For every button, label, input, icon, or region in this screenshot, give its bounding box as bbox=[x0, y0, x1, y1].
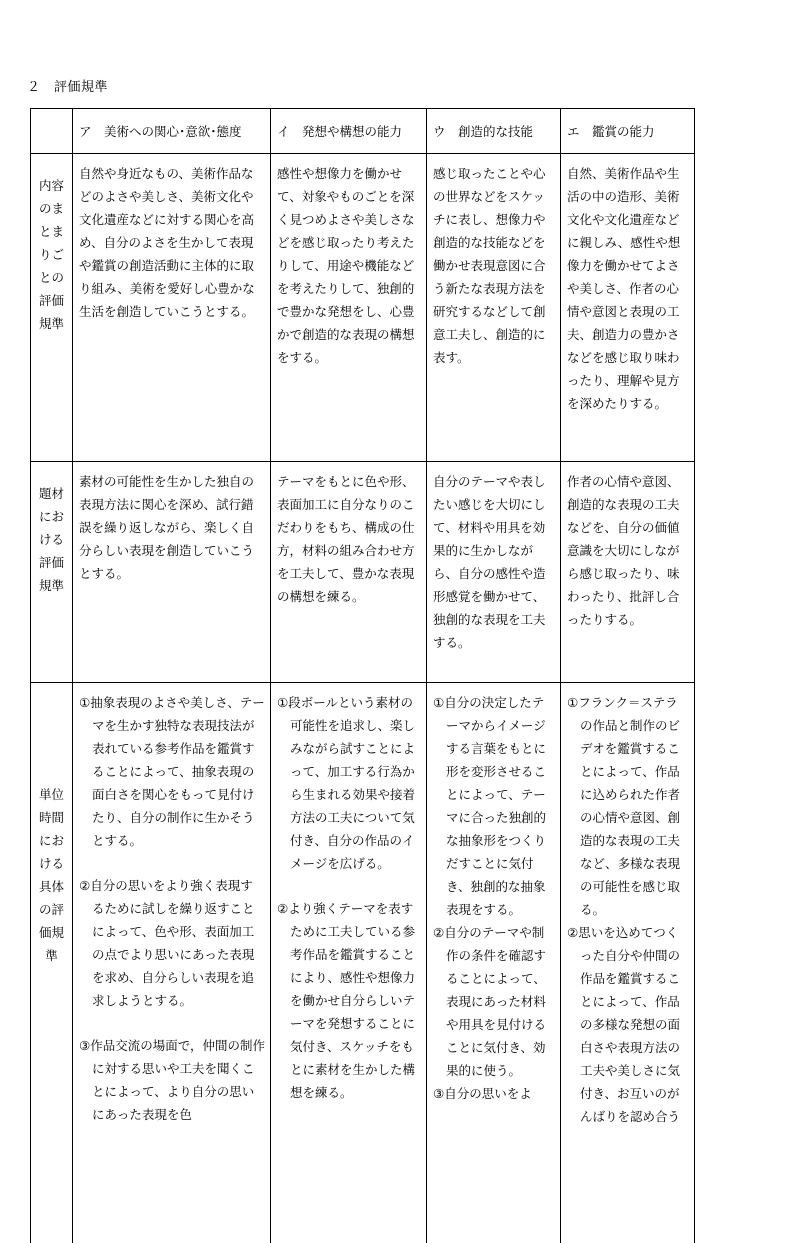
criterion-item: ①自分の決定したテーマからイメージする言葉をもとに形を変形させることによって、テーマに合った独創的な抽象形をつくりだすことに気付き、独創的な抽象表現をする。 bbox=[433, 691, 555, 921]
cell-ideation: 感性や想像力を働かせて、対象やものごとを深く見つめよさや美しさなどを感じ取ったり考えたりして、用途や機能などを考えたりして、独創的で豊かな発想をし、心豊かで創造的な表現の構想をする。 bbox=[271, 154, 427, 462]
column-header-ideation: イ 発想や構想の能力 bbox=[271, 109, 427, 154]
cell-appreciation: 作者の心情や意図、創造的な表現の工夫などを、自分の価値意識を大切にしながら感じ取ったり、味わったり、批評し合ったりする。 bbox=[561, 462, 695, 683]
criterion-item: ③作品交流の場面で，仲間の制作に対する思いや工夫を聞くことによって、より自分の思いにあった表現を色 bbox=[79, 1034, 265, 1126]
criterion-item: ②思いを込めてつくった自分や仲間の作品を鑑賞することによって、作品の多様な発想の面白さや表現方法の工夫や美しさに気付き、お互いのがんばりを認め合う bbox=[567, 921, 689, 1128]
criterion-item: ②より強くテーマを表すために工夫している参考作品を鑑賞することにより、感性や想像力を働かせ自分らしいテーマを発想することに気付き、スケッチをもとに素材を生かした構想を練る。 bbox=[277, 897, 421, 1104]
table-row bbox=[31, 154, 695, 462]
cell-skill: 自分のテーマや表したい感じを大切にして、材料や用具を効果的に生かしながら、自分の感性や造形感覚を働かせて、独創的な表現を工夫する。 bbox=[427, 462, 561, 683]
cell-appreciation bbox=[561, 683, 695, 1243]
column-header-interest: ア 美術への関心･意欲･態度 bbox=[73, 109, 271, 154]
cell-ideation bbox=[271, 683, 427, 1243]
table-row bbox=[31, 462, 695, 683]
table-header-row bbox=[31, 109, 695, 154]
row-header-content-criteria: 内容のまとまりごとの評価規準 bbox=[31, 154, 73, 462]
criterion-item: ①抽象表現のよさや美しさ、テーマを生かす独特な表現技法が表れている参考作品を鑑賞することによって、抽象表現の面白さを関心をもって見付けたり、自分の制作に生かそうとする。 bbox=[79, 691, 265, 852]
evaluation-criteria-table bbox=[30, 108, 695, 1243]
section-heading: ２ 評価規準 bbox=[27, 76, 108, 95]
cell-interest: 素材の可能性を生かした独自の表現方法に関心を深め、試行錯誤を繰り返しながら、楽しく自分らしい表現を創造していこうとする。 bbox=[73, 462, 271, 683]
cell-interest bbox=[73, 683, 271, 1243]
column-header-skill: ウ 創造的な技能 bbox=[427, 109, 561, 154]
cell-interest: 自然や身近なもの、美術作品などのよさや美しさ、美術文化や文化遺産などに対する関心を高め、自分のよさを生かして表現や鑑賞の創造活動に主体的に取り組み、美術を愛好し心豊かな生活を創造していこうとする。 bbox=[73, 154, 271, 462]
criterion-item: ②自分の思いをより強く表現するために試しを繰り返すことによって、色や形、表面加工の点でより思いにあった表現を求め、自分らしい表現を追求しようとする。 bbox=[79, 874, 265, 1012]
criterion-item: ①フランク＝ステラの作品と制作のビデオを鑑賞することによって、作品に込められた作者の心情や意図、創造的な表現の工夫など、多様な表現の可能性を感じ取る。 bbox=[567, 691, 689, 921]
row-header-lesson-criteria: 単位時間における具体の評価規準 bbox=[31, 683, 73, 1243]
criterion-item: ③自分の思いをよ bbox=[433, 1082, 555, 1105]
cell-skill: 感じ取ったことや心の世界などをスケッチに表し、想像力や創造的な技能などを働かせ表現意図に合う新たな表現方法を研究するなどして創意工夫し、創造的に表す。 bbox=[427, 154, 561, 462]
column-header-appreciation: エ 鑑賞の能力 bbox=[561, 109, 695, 154]
row-header-unit-criteria: 題材における評価規準 bbox=[31, 462, 73, 683]
criterion-item: ①段ボールという素材の可能性を追求し、楽しみながら試すことによって、加工する行為から生まれる効果や接着方法の工夫について気付き、自分の作品のイメージを広げる。 bbox=[277, 691, 421, 875]
cell-appreciation: 自然、美術作品や生活の中の造形、美術文化や文化遺産などに親しみ、感性や想像力を働かせてよさや美しさ、作者の心情や意図と表現の工夫、創造力の豊かさなどを感じ取り味わったり、理解や見方を深めたりする。 bbox=[561, 154, 695, 462]
criterion-item: ②自分のテーマや制作の条件を確認することによって、表現にあった材料や用具を見付けることに気付き、効果的に使う。 bbox=[433, 921, 555, 1082]
cell-ideation: テーマをもとに色や形、表面加工に自分なりのこだわりをもち、構成の仕方，材料の組み合わせ方を工夫して、豊かな表現の構想を練る。 bbox=[271, 462, 427, 683]
cell-skill bbox=[427, 683, 561, 1243]
table-row bbox=[31, 683, 695, 1243]
corner-cell bbox=[31, 109, 73, 154]
